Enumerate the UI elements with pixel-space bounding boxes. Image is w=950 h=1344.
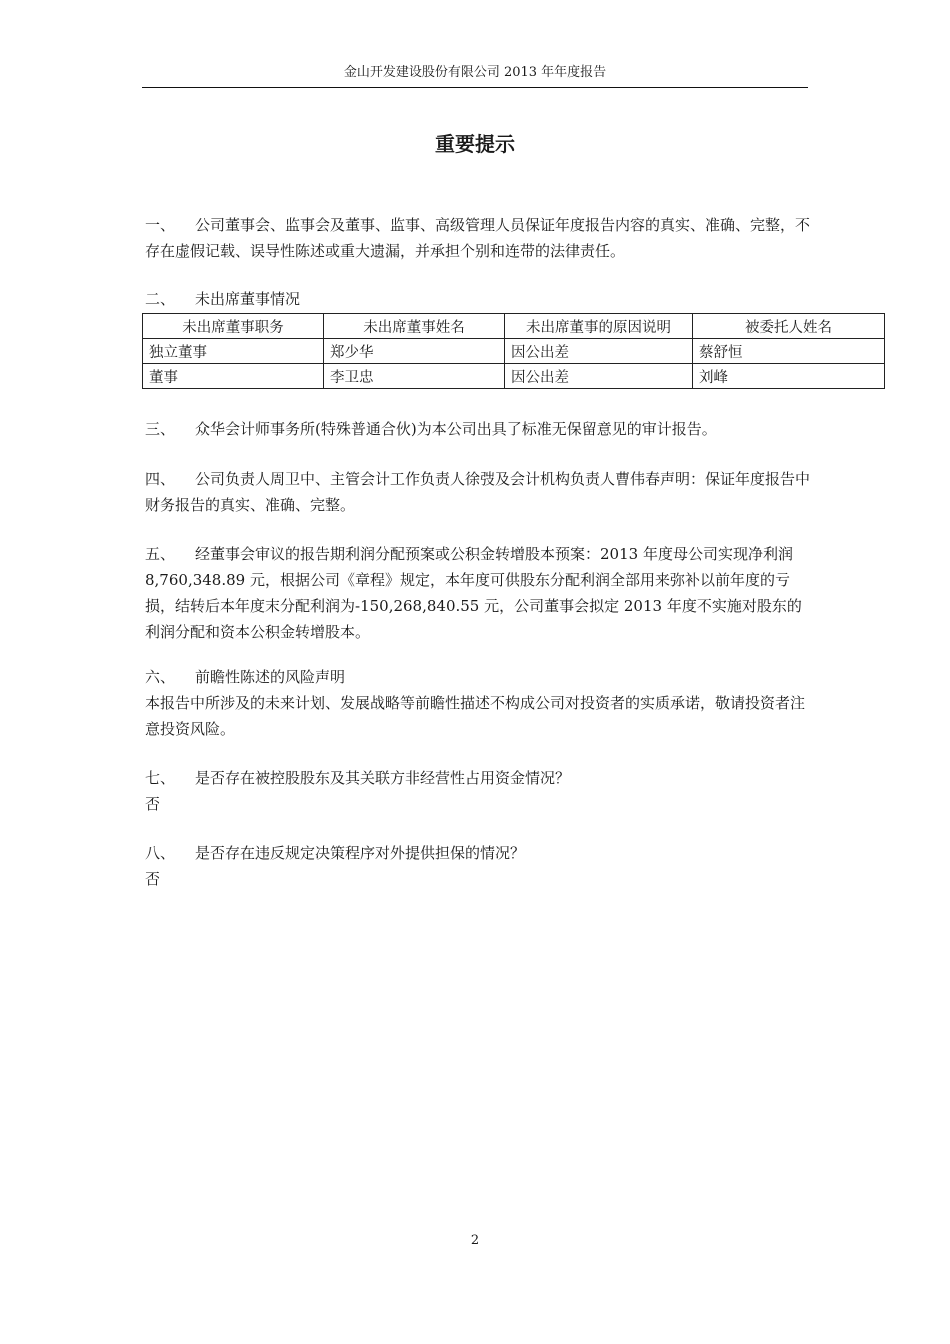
section-1 [145,212,813,264]
section-2-heading: 未出席董事情况 [195,290,301,308]
table-header-cell: 未出席董事的原因说明 [505,314,693,339]
section-7 [145,765,813,817]
table-row [143,339,885,364]
section-8-question: 是否存在违反规定决策程序对外提供担保的情况？ [195,844,526,862]
table-cell: 因公出差 [505,339,693,364]
section-7-question: 是否存在被控股股东及其关联方非经营性占用资金情况？ [195,769,571,787]
table-cell: 李卫忠 [324,364,505,389]
section-3-text: 众华会计师事务所(特殊普通合伙)为本公司出具了标准无保留意见的审计报告。 [195,420,717,438]
section-5 [145,541,813,645]
section-6 [145,664,813,742]
section-8-answer: 否 [145,870,161,888]
section-3 [145,416,813,442]
table-header-cell: 未出席董事姓名 [324,314,505,339]
section-6-heading: 前瞻性陈述的风险声明 [195,668,346,686]
section-4-number: 四、 [145,470,176,488]
table-row [143,364,885,389]
section-6-text: 本报告中所涉及的未来计划、发展战略等前瞻性描述不构成公司对投资者的实质承诺，敬请投资者注意投资风险。 [145,694,806,738]
section-5-text: 经董事会审议的报告期利润分配预案或公积金转增股本预案：2013 年度母公司实现净利润 8,760,348.89 元，根据公司《章程》规定，本年度可供股东分配利润全部用来弥补以前年度的亏损，结转后本年度末分配利润为-150,268,840.55 元，公司董事会拟定 2013 年度不实施对股东的利润分配和资本公积金转增股本。 [145,545,802,641]
table-cell: 独立董事 [143,339,324,364]
section-8-number: 八、 [145,844,176,862]
section-4 [145,466,813,518]
section-2 [145,286,813,312]
table-cell: 郑少华 [324,339,505,364]
absent-directors-table [142,313,885,389]
section-8 [145,840,813,892]
section-5-number: 五、 [145,545,176,563]
section-1-number: 一、 [145,216,176,234]
table-header-cell: 未出席董事职务 [143,314,324,339]
table-cell: 刘峰 [693,364,885,389]
table-cell: 蔡舒恒 [693,339,885,364]
section-7-answer: 否 [145,795,161,813]
section-3-number: 三、 [145,420,176,438]
section-4-text: 公司负责人周卫中、主管会计工作负责人徐弢及会计机构负责人曹伟春声明：保证年度报告中财务报告的真实、准确、完整。 [145,470,811,514]
section-2-number: 二、 [145,290,176,308]
table-cell: 董事 [143,364,324,389]
page-title: 重要提示 [435,132,515,156]
section-6-number: 六、 [145,668,176,686]
table-header-cell: 被委托人姓名 [693,314,885,339]
table-header-row [143,314,885,339]
page-header: 金山开发建设股份有限公司 2013 年年度报告 [343,65,607,80]
table-cell: 因公出差 [505,364,693,389]
section-7-number: 七、 [145,769,176,787]
section-1-text: 公司董事会、监事会及董事、监事、高级管理人员保证年度报告内容的真实、准确、完整，不存在虚假记载、误导性陈述或重大遗漏，并承担个别和连带的法律责任。 [145,216,811,260]
page-number: 2 [470,1233,480,1248]
header-divider [142,87,808,88]
